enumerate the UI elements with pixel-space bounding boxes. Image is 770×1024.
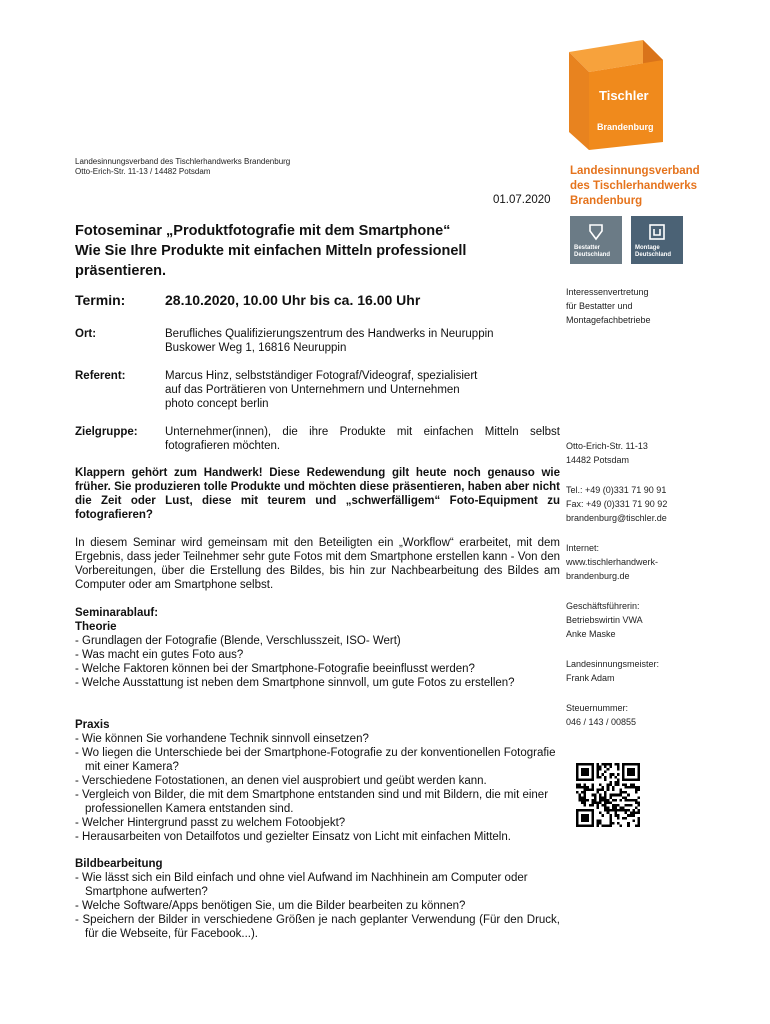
editing-list (75, 871, 560, 941)
referent-line: auf das Porträtieren von Unternehmern und Unternehmen (165, 384, 460, 396)
internet-label: Internet: (566, 543, 600, 553)
ort-row (75, 327, 560, 357)
badge-label: Deutschland (635, 252, 672, 258)
address-line: 14482 Potsdam (566, 455, 630, 465)
logo-text-tischler: Tischler (599, 88, 649, 103)
interest-line: für Bestatter und (566, 301, 633, 311)
intro-bold-text: Klappern gehört zum Handwerk! Diese Redewendung gilt heute noch genauso wie früher. Sie produzieren tolle Produkte und möchten diese präsentieren, haben aber nicht die Zeit oder Lust, diese mit teurem und „schwerfälligem“ Foto-Equipment zu fotografieren? (75, 467, 560, 521)
sender-line: Landesinnungsverband des Tischlerhandwerks Brandenburg (75, 157, 291, 166)
zielgruppe-label: Zielgruppe: (75, 426, 138, 438)
ort-label: Ort: (75, 328, 97, 340)
tax-block (566, 701, 716, 729)
list-item: - Wie lässt sich ein Bild einfach und ohne viel Aufwand im Nachhinein am Computer oder Smartphone aufwerten? (75, 872, 528, 898)
org-line: Landesinnungsverband (570, 165, 700, 177)
list-item: - Welche Faktoren können bei der Smartphone-Fotografie beeinflusst werden? (75, 663, 475, 675)
theory-heading: Theorie (75, 621, 117, 633)
interest-line: Montagefachbetriebe (566, 315, 651, 325)
intro-text (75, 536, 560, 592)
ort-line: Buskower Weg 1, 16816 Neuruppin (165, 342, 347, 354)
referent-label: Referent: (75, 370, 126, 382)
letter-date: 01.07.2020 (493, 194, 551, 206)
list-item: - Was macht ein gutes Foto aus? (75, 649, 244, 661)
list-item: - Wo liegen die Unterschiede bei der Smartphone-Fotografie zu der konventionellen Fotografie mit einer Kamera? (75, 747, 556, 773)
org-line: des Tischlerhandwerks (570, 180, 697, 192)
management-block (566, 599, 716, 641)
termin-row (75, 293, 560, 313)
list-item: - Verschiedene Fotostationen, an denen viel ausprobiert und geübt werden kann. (75, 775, 487, 787)
org-line: Brandenburg (570, 195, 643, 207)
phone-number: Tel.: +49 (0)331 71 90 91 (566, 485, 667, 495)
master-name: Frank Adam (566, 673, 615, 683)
tischler-brandenburg-logo (555, 30, 675, 150)
website-line: www.tischlerhandwerk- (566, 557, 659, 567)
email-address: brandenburg@tischler.de (566, 513, 667, 523)
interest-line: Interessenvertretung (566, 287, 649, 297)
editing-heading: Bildbearbeitung (75, 858, 163, 870)
management-label: Geschäftsführerin: (566, 601, 640, 611)
bestatter-icon (586, 222, 606, 242)
theory-list (75, 634, 560, 690)
sender-address (75, 157, 290, 177)
organization-name (570, 164, 700, 209)
list-item: - Welcher Hintergrund passt zu welchem Fotoobjekt? (75, 817, 346, 829)
editing-section (75, 857, 560, 941)
management-line: Betriebswirtin VWA (566, 615, 643, 625)
list-item: - Speichern der Bilder in verschiedene Größen je nach geplanter Verwendung (Für den Druck, für die Webseite, für Facebook...). (75, 914, 560, 940)
practice-heading: Praxis (75, 719, 110, 731)
tax-number: 046 / 143 / 00855 (566, 717, 637, 727)
title-line: präsentieren. (75, 263, 167, 279)
master-block (566, 657, 716, 685)
title-line: Wie Sie Ihre Produkte mit einfachen Mitteln professionell (75, 243, 467, 259)
bestatter-deutschland-logo (570, 216, 622, 264)
list-item: - Herausarbeiten von Detailfotos und gezielter Einsatz von Licht mit einfachen Mitteln. (75, 831, 511, 843)
list-item: - Grundlagen der Fotografie (Blende, Verschlusszeit, ISO- Wert) (75, 635, 401, 647)
referent-line: Marcus Hinz, selbstständiger Fotograf/Videograf, spezialisiert (165, 370, 478, 382)
fax-number: Fax: +49 (0)331 71 90 92 (566, 499, 668, 509)
referent-row (75, 369, 560, 413)
practice-list (75, 732, 560, 844)
master-label: Landesinnungsmeister: (566, 659, 660, 669)
zielgruppe-row (75, 425, 560, 455)
address-line: Otto-Erich-Str. 11-13 (566, 441, 648, 451)
montage-icon (647, 222, 667, 242)
seminar-heading: Seminarablauf: (75, 607, 159, 619)
management-line: Anke Maske (566, 629, 616, 639)
ort-line: Berufliches Qualifizierungszentrum des Handwerks in Neuruppin (165, 328, 494, 340)
intro-paragraph: In diesem Seminar wird gemeinsam mit den Beteiligten ein „Workflow“ erarbeitet, mit dem Ergebnis, dass jeder Teilnehmer sehr gute Fotos mit dem Smartphone erstellen kann - Von den Vorbereitungen, über die Erstellung des Bildes, bis hin zur Nachbearbeitung des Bildes am Computer oder am Smartphone selbst. (75, 537, 560, 591)
logo-text-brandenburg: Brandenburg (597, 122, 654, 132)
termin-label: Termin: (75, 292, 126, 308)
montage-deutschland-logo (631, 216, 683, 264)
ort-value (165, 327, 560, 355)
website-line: brandenburg.de (566, 571, 630, 581)
interest-group (566, 285, 716, 327)
practice-section (75, 718, 560, 844)
termin-value: 28.10.2020, 10.00 Uhr bis ca. 16.00 Uhr (165, 292, 421, 308)
contact-block (566, 483, 716, 525)
document-title (75, 221, 565, 281)
list-item: - Wie können Sie vorhandene Technik sinnvoll einsetzen? (75, 733, 369, 745)
internet-block (566, 541, 716, 583)
seminar-section (75, 606, 560, 690)
referent-line: photo concept berlin (165, 398, 269, 410)
title-line: Fotoseminar „Produktfotografie mit dem Smartphone“ (75, 223, 451, 239)
referent-value (165, 369, 560, 411)
tax-label: Steuernummer: (566, 703, 629, 713)
badge-label: Deutschland (574, 252, 611, 258)
list-item: - Welche Ausstattung ist neben dem Smartphone sinnvoll, um gute Fotos zu erstellen? (75, 677, 515, 689)
sender-line: Otto-Erich-Str. 11-13 / 14482 Potsdam (75, 167, 211, 176)
address-block (566, 439, 716, 467)
zielgruppe-value: Unternehmer(innen), die ihre Produkte mit einfachen Mitteln selbst fotografieren möchten. (165, 426, 560, 452)
list-item: - Welche Software/Apps benötigen Sie, um die Bilder bearbeiten zu können? (75, 900, 466, 912)
badge-label: Bestatter (574, 245, 601, 251)
badge-label: Montage (635, 245, 660, 251)
intro-bold (75, 466, 560, 522)
qr-code (576, 763, 640, 827)
list-item: - Vergleich von Bilder, die mit dem Smartphone entstanden sind und mit Bildern, die mit einer professionellen Kamera entstanden sind. (75, 789, 549, 815)
